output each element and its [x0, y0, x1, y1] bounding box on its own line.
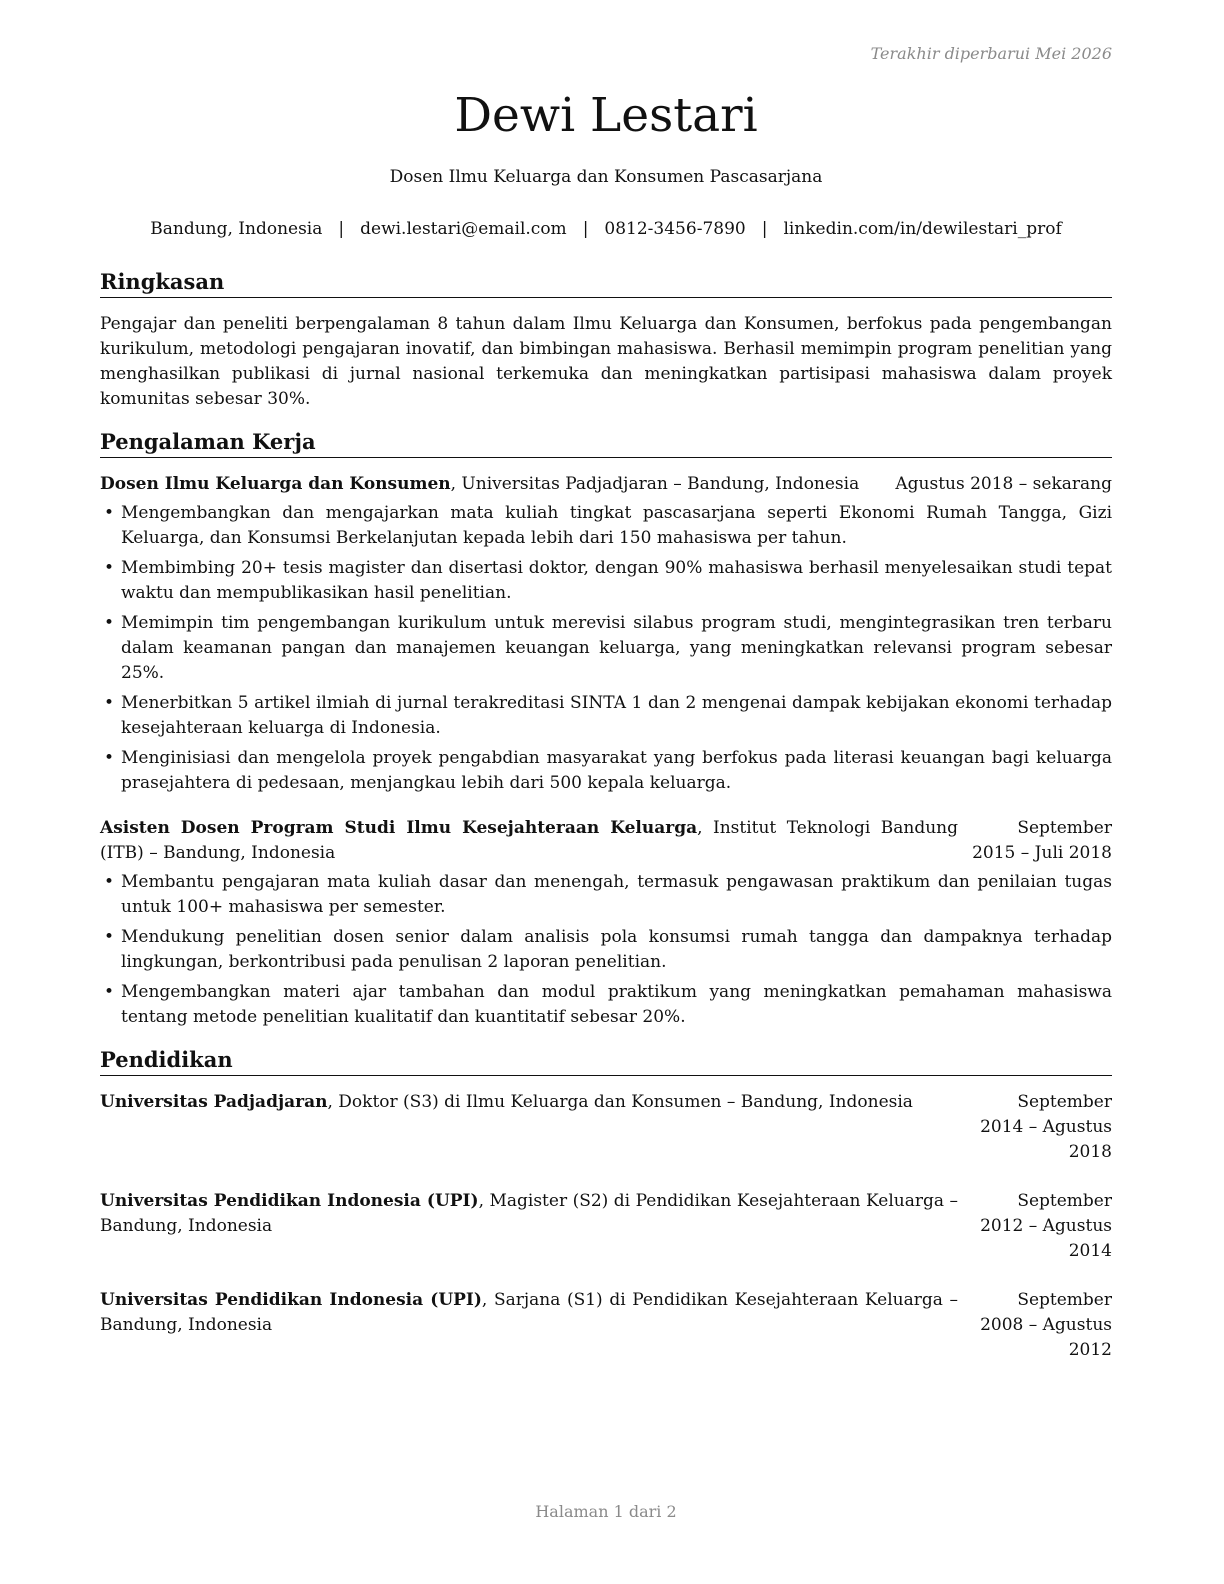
list-item — [100, 870, 1112, 920]
education-entry-heading — [100, 1189, 958, 1239]
experience-entry-heading — [100, 472, 881, 497]
job-organization: , Universitas Padjadjaran – Bandung, Indonesia — [450, 474, 860, 494]
experience-entry-header — [100, 472, 1112, 497]
list-item — [100, 501, 1112, 551]
education-dates: September 2012 – Agustus 2014 — [980, 1191, 1112, 1261]
resume-content — [100, 268, 1112, 1379]
school-name: Universitas Pendidikan Indonesia (UPI) — [100, 1191, 479, 1211]
bullet-icon: • — [104, 613, 115, 633]
bullet-icon: • — [104, 503, 115, 523]
bullet-icon: • — [104, 872, 115, 892]
contact-separator: | — [338, 219, 345, 239]
bullet-text: Mengembangkan dan mengajarkan mata kuliah tingkat pascasarjana seperti Ekonomi Rumah Tangga, Gizi Keluarga, dan Konsumsi Berkelanjutan kepada lebih dari 150 mahasiswa per tahun. — [121, 503, 1112, 548]
education-section — [100, 1046, 1112, 1363]
contact-separator: | — [582, 219, 589, 239]
bullet-icon: • — [104, 927, 115, 947]
school-name: Universitas Pendidikan Indonesia (UPI) — [100, 1290, 482, 1310]
page-number: Halaman 1 dari 2 — [535, 1502, 677, 1521]
contact-separator: | — [761, 219, 768, 239]
bullet-text: Memimpin tim pengembangan kurikulum untuk merevisi silabus program studi, mengintegrasikan tren terbaru dalam keamanan pangan dan manajemen keuangan keluarga, yang meningkatkan relevansi program sebesar 25%. — [121, 613, 1112, 683]
education-entry — [100, 1090, 1112, 1165]
bullet-text: Mendukung penelitian dosen senior dalam analisis pola konsumsi rumah tangga dan dampaknya terhadap lingkungan, berkontribusi pada penulisan 2 laporan penelitian. — [121, 927, 1112, 972]
job-bullet-list — [100, 870, 1112, 1030]
candidate-title: Dosen Ilmu Keluarga dan Konsumen Pascasarjana — [389, 167, 823, 187]
list-item — [100, 746, 1112, 796]
candidate-name: Dewi Lestari — [454, 88, 758, 143]
list-item — [100, 980, 1112, 1030]
job-role: Asisten Dosen Program Studi Ilmu Kesejahteraan Keluarga — [100, 818, 698, 838]
job-dates: Agustus 2018 – sekarang — [895, 474, 1112, 494]
experience-entry — [100, 472, 1112, 796]
list-item — [100, 925, 1112, 975]
education-entry — [100, 1189, 1112, 1264]
education-dates: September 2008 – Agustus 2012 — [980, 1290, 1112, 1360]
summary-text: Pengajar dan peneliti berpengalaman 8 tahun dalam Ilmu Keluarga dan Konsumen, berfokus pada pengembangan kurikulum, metodologi pengajaran inovatif, dan bimbingan mahasiswa. Berhasil memimpin program penelitian yang menghasilkan publikasi di jurnal nasional terkemuka dan meningkatkan partisipasi mahasiswa dalam proyek komunitas sebesar 30%. — [100, 314, 1112, 409]
education-entry-heading — [100, 1288, 958, 1338]
bullet-text: Menerbitkan 5 artikel ilmiah di jurnal terakreditasi SINTA 1 dan 2 mengenai dampak kebijakan ekonomi terhadap kesejahteraan keluarga di Indonesia. — [121, 693, 1112, 738]
experience-entry — [100, 816, 1112, 1030]
bullet-text: Mengembangkan materi ajar tambahan dan modul praktikum yang meningkatkan pemahaman mahasiswa tentang metode penelitian kualitatif dan kuantitatif sebesar 20%. — [121, 982, 1112, 1027]
job-role: Dosen Ilmu Keluarga dan Konsumen — [100, 474, 451, 494]
bullet-icon: • — [104, 693, 115, 713]
bullet-text: Membantu pengajaran mata kuliah dasar dan menengah, termasuk pengawasan praktikum dan penilaian tugas untuk 100+ mahasiswa per semester. — [121, 872, 1112, 917]
experience-entry-header — [100, 816, 1112, 866]
contact-line — [100, 219, 1112, 239]
education-entry-heading — [100, 1090, 958, 1115]
education-entry — [100, 1288, 1112, 1363]
bullet-icon: • — [104, 982, 115, 1002]
bullet-icon: • — [104, 748, 115, 768]
section-title-experience: Pengalaman Kerja — [100, 428, 1112, 458]
bullet-text: Membimbing 20+ tesis magister dan disertasi doktor, dengan 90% mahasiswa berhasil menyelesaikan studi tepat waktu dan mempublikasikan hasil penelitian. — [121, 558, 1112, 603]
degree-detail: , Magister (S2) di Pendidikan Kesejahteraan Keluarga – Bandung, Indonesia — [100, 1191, 958, 1236]
last-updated-note: Terakhir diperbarui Mei 2026 — [870, 44, 1112, 63]
school-name: Universitas Padjadjaran — [100, 1092, 328, 1112]
contact-linkedin[interactable]: linkedin.com/in/dewilestari_prof — [783, 219, 1062, 239]
education-dates: September 2014 – Agustus 2018 — [980, 1092, 1112, 1162]
job-bullet-list — [100, 501, 1112, 796]
bullet-text: Menginisiasi dan mengelola proyek pengabdian masyarakat yang berfokus pada literasi keuangan bagi keluarga prasejahtera di pedesaan, menjangkau lebih dari 500 kepala keluarga. — [121, 748, 1112, 793]
section-title-education: Pendidikan — [100, 1046, 1112, 1076]
contact-phone[interactable]: 0812-3456-7890 — [604, 219, 746, 239]
contact-email[interactable]: dewi.lestari@email.com — [360, 219, 567, 239]
bullet-icon: • — [104, 558, 115, 578]
job-organization: , Institut Teknologi Bandung (ITB) – Bandung, Indonesia — [100, 818, 958, 863]
list-item — [100, 611, 1112, 686]
list-item — [100, 691, 1112, 741]
resume-page — [100, 0, 1112, 1584]
experience-section — [100, 428, 1112, 1030]
section-title-summary: Ringkasan — [100, 268, 1112, 298]
degree-detail: , Doktor (S3) di Ilmu Keluarga dan Konsumen – Bandung, Indonesia — [327, 1092, 913, 1112]
list-item — [100, 556, 1112, 606]
job-dates: September 2015 – Juli 2018 — [972, 818, 1112, 863]
degree-detail: , Sarjana (S1) di Pendidikan Kesejahteraan Keluarga – Bandung, Indonesia — [100, 1290, 958, 1335]
summary-section — [100, 268, 1112, 412]
experience-entry-heading — [100, 816, 958, 866]
contact-location: Bandung, Indonesia — [150, 219, 323, 239]
